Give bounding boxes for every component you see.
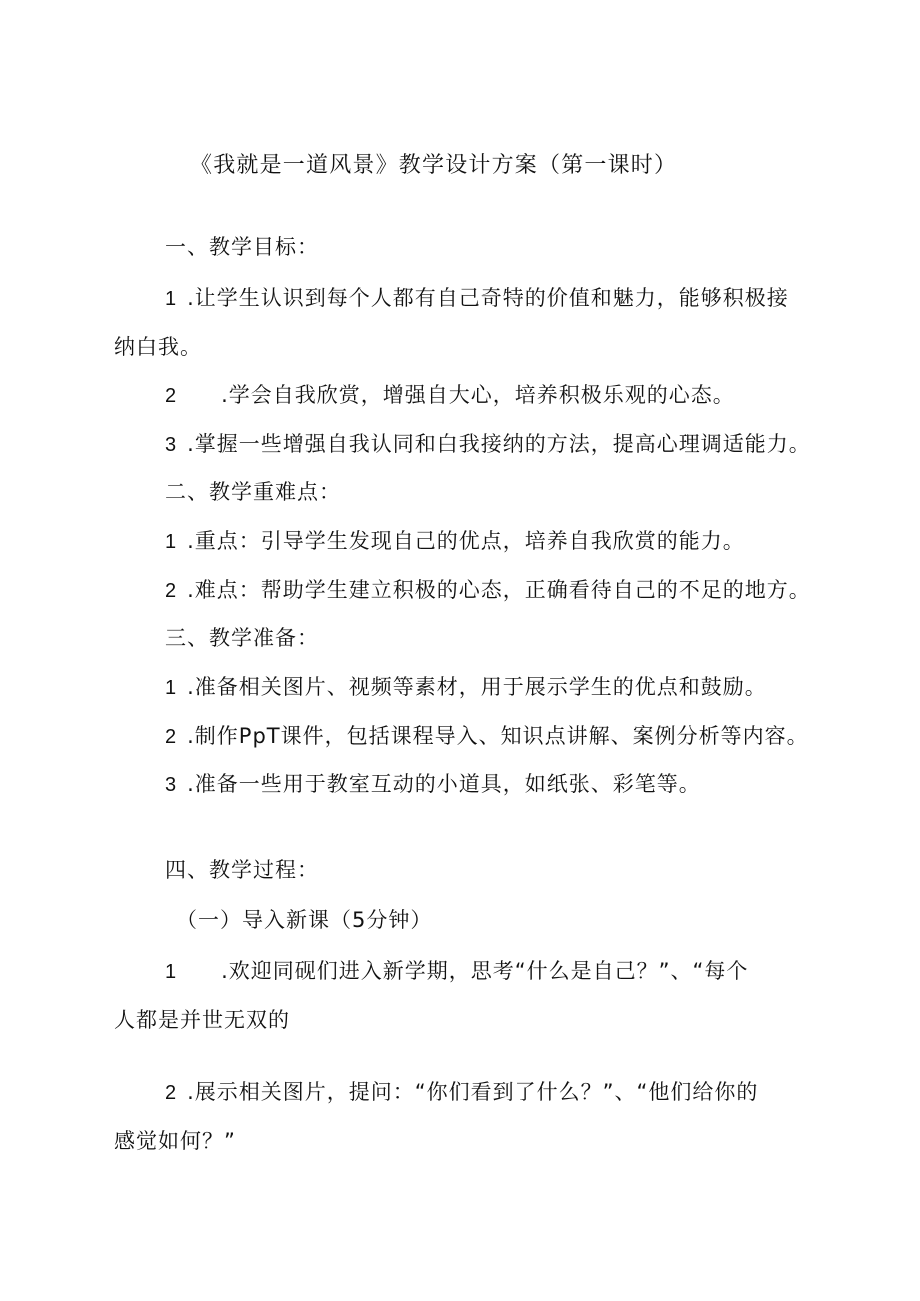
item-text: .重点：引导学生发现自己的优点，培养自我欣赏的能力。 xyxy=(187,529,745,553)
process-subheading: （一）导入新课（5分钟） xyxy=(176,908,433,932)
item-number: 3 xyxy=(165,434,178,456)
objective-item-1 xyxy=(165,284,789,313)
preparation-item-3 xyxy=(165,770,701,799)
item-number: 1 xyxy=(165,677,178,699)
objective-item-2 xyxy=(165,381,735,410)
item-text: .让学生认识到每个人都有自己奇特的价值和魅力，能够积极接 xyxy=(187,286,789,310)
process-item-1-continued: 人都是并世无双的 xyxy=(114,1008,290,1032)
document-title: 《我就是一道风景》教学设计方案（第一课时） xyxy=(190,153,678,178)
section-heading-objectives: 一、教学目标： xyxy=(165,235,319,259)
process-item-1 xyxy=(165,957,748,986)
item-number: 1 xyxy=(165,961,178,983)
item-number: 2 xyxy=(165,385,178,407)
preparation-item-1 xyxy=(165,673,767,702)
item-text: .欢迎同砚们进入新学期，思考“什么是自己？”、“每个 xyxy=(221,959,749,983)
item-number: 2 xyxy=(165,1082,178,1104)
item-text: .展示相关图片，提问：“你们看到了什么？”、“他们给你的 xyxy=(187,1080,759,1104)
objective-item-1-continued: 纳白我。 xyxy=(114,335,202,359)
process-item-2-continued: 感觉如何？” xyxy=(114,1129,236,1153)
item-text: .学会自我欣赏，增强自大心，培养积极乐观的心态。 xyxy=(221,383,735,407)
item-number: 1 xyxy=(165,531,178,553)
item-text: .难点：帮助学生建立积极的心态，正确看待自己的不足的地方。 xyxy=(187,578,811,602)
section-heading-key-points: 二、教学重难点： xyxy=(165,480,341,504)
item-number: 1 xyxy=(165,288,178,310)
item-text: .准备相关图片、视频等素材，用于展示学生的优点和鼓励。 xyxy=(187,675,767,699)
process-item-2 xyxy=(165,1078,758,1107)
objective-item-3 xyxy=(165,430,811,459)
key-point-item-1 xyxy=(165,527,745,556)
section-heading-process: 四、教学过程： xyxy=(165,858,319,882)
item-text: .制作PpT课件，包括课程导入、知识点讲解、案例分析等内容。 xyxy=(187,724,809,748)
item-text: .准备一些用于教室互动的小道具，如纸张、彩笔等。 xyxy=(187,772,701,796)
key-point-item-2 xyxy=(165,576,811,605)
item-text: .掌握一些增强自我认同和白我接纳的方法，提高心理调适能力。 xyxy=(187,432,811,456)
item-number: 2 xyxy=(165,726,178,748)
preparation-item-2 xyxy=(165,722,809,751)
item-number: 2 xyxy=(165,580,178,602)
section-heading-preparation: 三、教学准备： xyxy=(165,626,319,650)
item-number: 3 xyxy=(165,774,178,796)
